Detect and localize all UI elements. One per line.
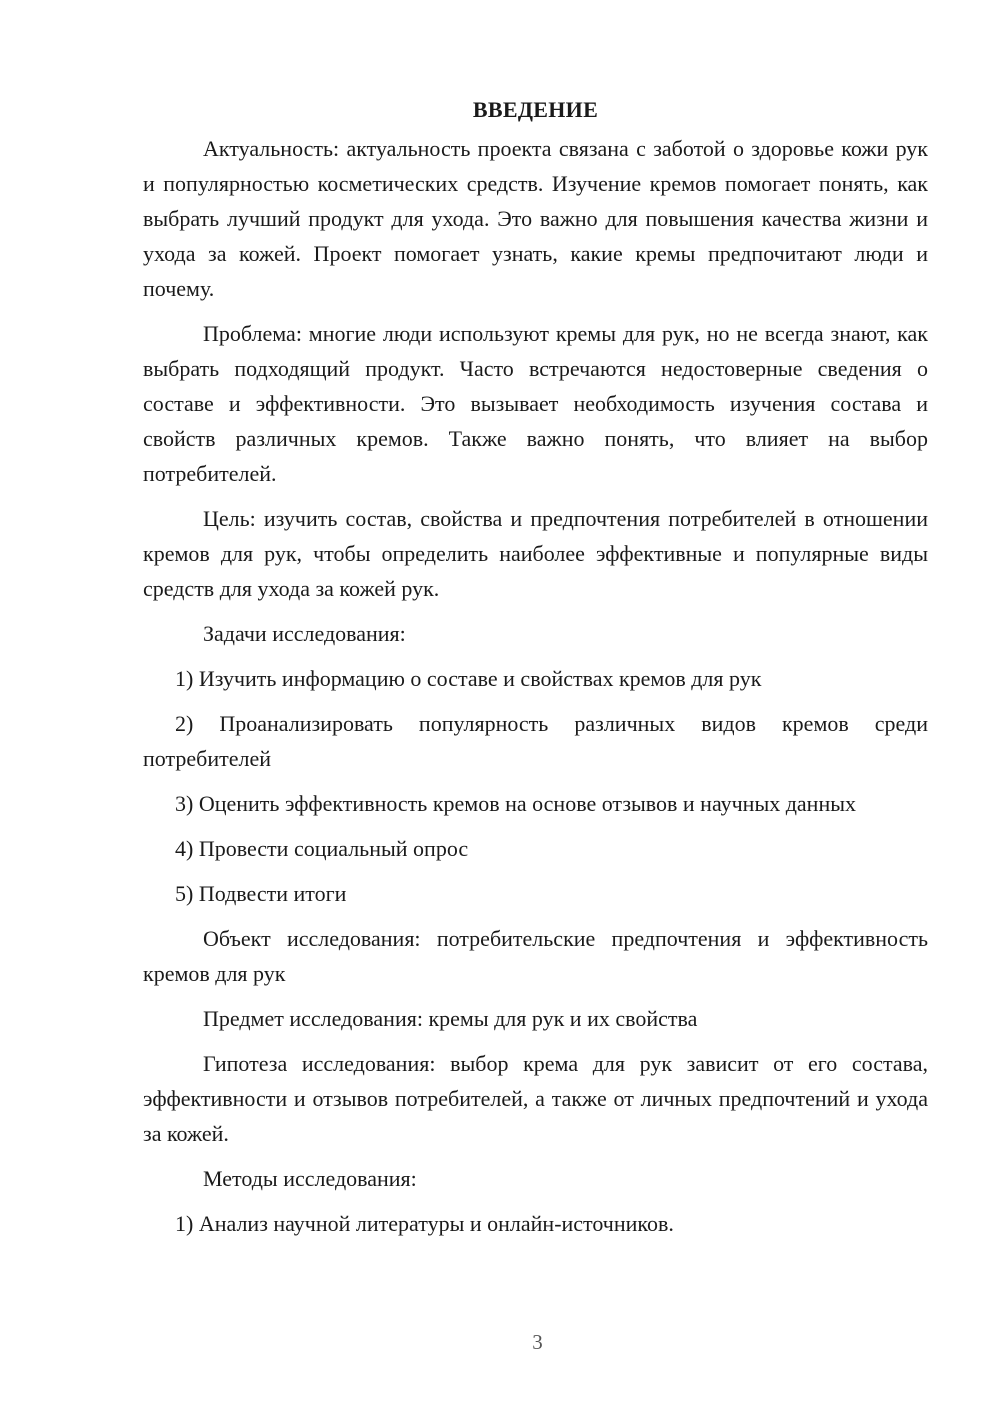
task-item-3: 3) Оценить эффективность кремов на основе отзывов и научных данных xyxy=(175,791,857,816)
paragraph-hypothesis: Гипотеза исследования: выбор крема для рук зависит от его состава, эффективности и отзывов потребителей, а также от личных предпочтений и ухода за кожей. xyxy=(143,1051,928,1146)
paragraph-object: Объект исследования: потребительские предпочтения и эффективность кремов для рук xyxy=(143,926,928,986)
paragraph-problem: Проблема: многие люди используют кремы для рук, но не всегда знают, как выбрать подходящий продукт. Часто встречаются недостоверные сведения о составе и эффективности. Это вызывает необходимость изучения состава и свойств различных кремов. Также важно понять, что влияет на выбор потребителей. xyxy=(143,321,928,486)
task-item-1: 1) Изучить информацию о составе и свойствах кремов для рук xyxy=(175,666,762,691)
document-page xyxy=(143,93,928,1241)
page-number: 3 xyxy=(532,1330,543,1354)
method-item-1: 1) Анализ научной литературы и онлайн-источников. xyxy=(175,1211,674,1236)
paragraph-goal: Цель: изучить состав, свойства и предпочтения потребителей в отношении кремов для рук, чтобы определить наиболее эффективные и популярные виды средств для ухода за кожей рук. xyxy=(143,506,928,601)
task-item-5: 5) Подвести итоги xyxy=(175,881,347,906)
paragraph-tasks-heading: Задачи исследования: xyxy=(203,621,406,646)
paragraph-subject: Предмет исследования: кремы для рук и их свойства xyxy=(203,1006,698,1031)
paragraph-methods-heading: Методы исследования: xyxy=(203,1166,417,1191)
paragraph-relevance: Актуальность: актуальность проекта связана с заботой о здоровье кожи рук и популярностью косметических средств. Изучение кремов помогает понять, как выбрать лучший продукт для ухода. Это важно для повышения качества жизни и ухода за кожей. Проект помогает узнать, какие кремы предпочитают люди и почему. xyxy=(143,136,928,301)
task-item-4: 4) Провести социальный опрос xyxy=(175,836,469,861)
task-item-2: 2) Проанализировать популярность различных видов кремов среди потребителей xyxy=(143,711,928,771)
section-title: ВВЕДЕНИЕ xyxy=(472,97,599,122)
